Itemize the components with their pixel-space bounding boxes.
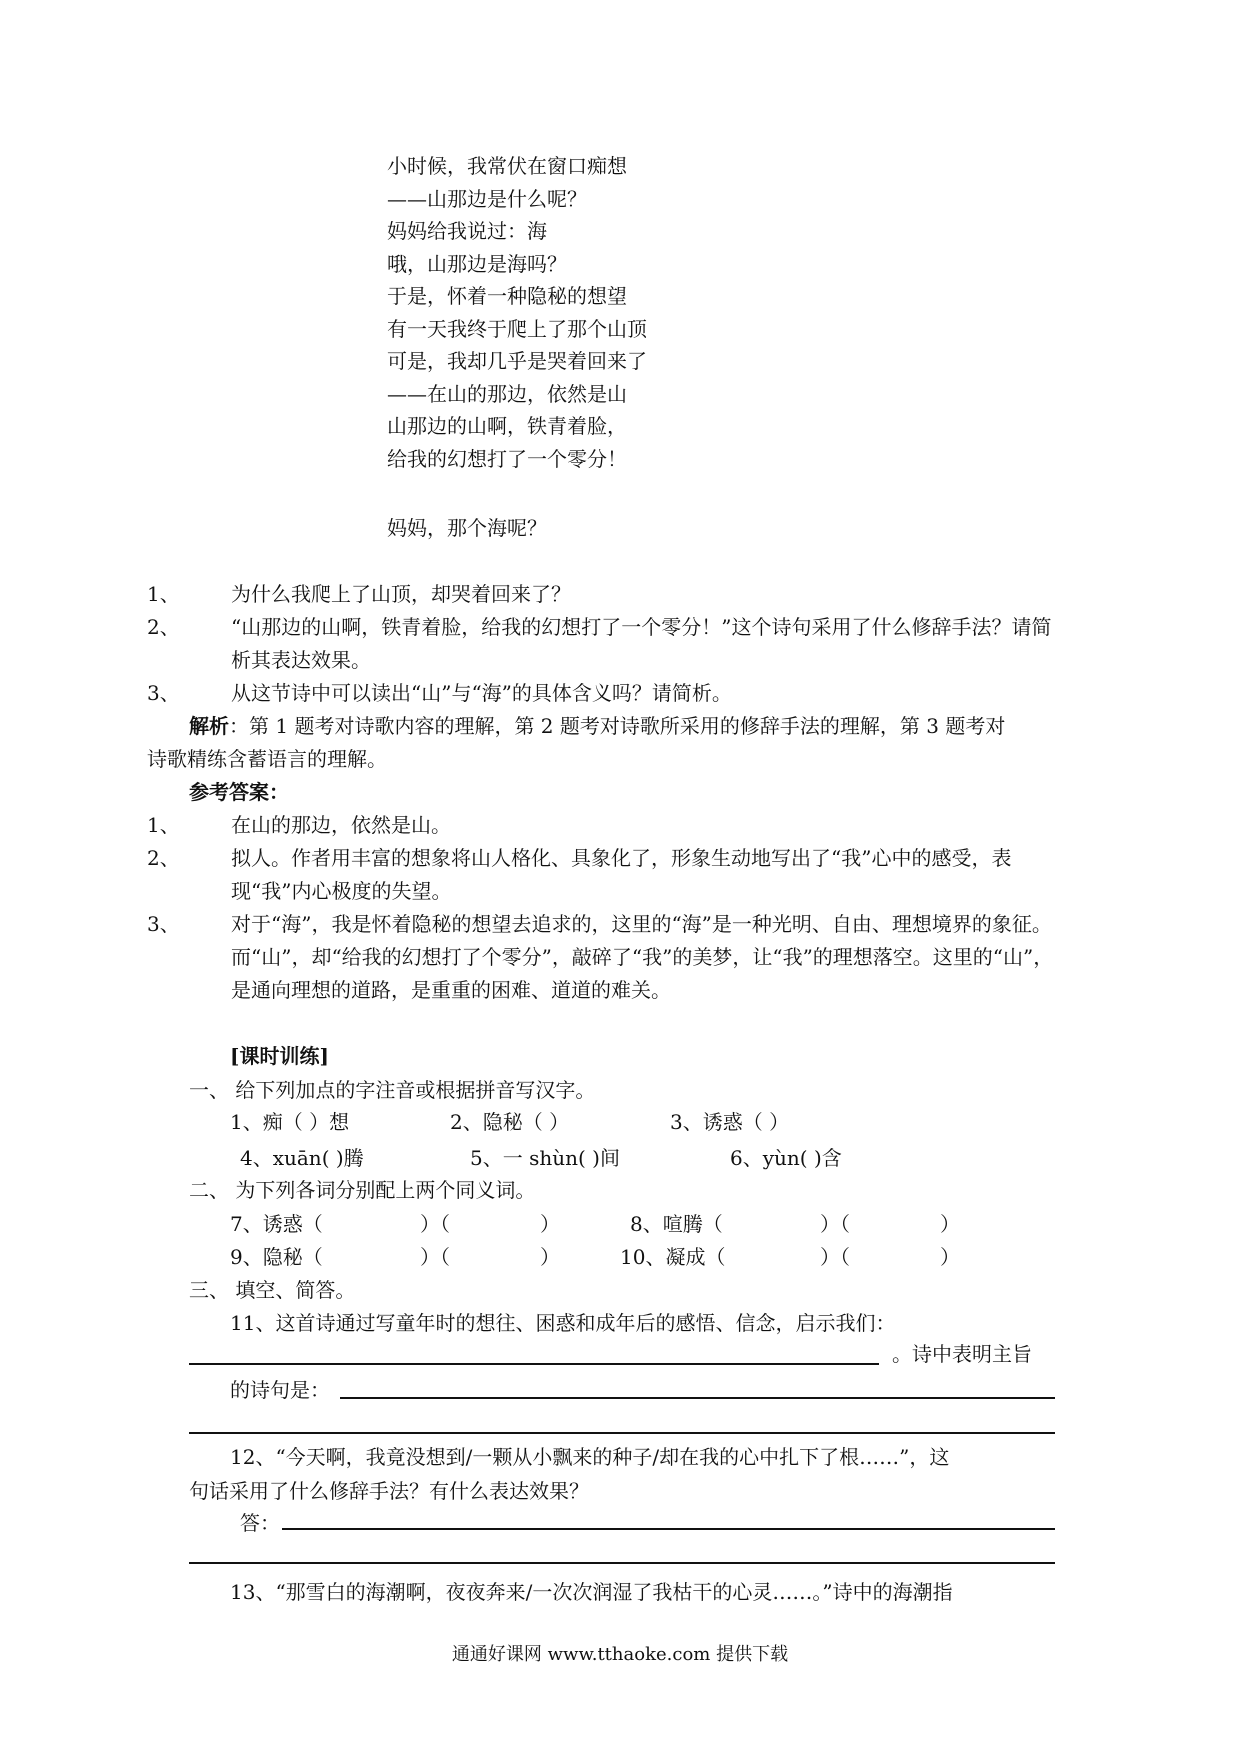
page-footer: 通通好课网 www.tthaoke.com 提供下载 <box>451 1644 789 1665</box>
answer-number: 3、 <box>147 912 180 936</box>
question-12-cont: 句话采用了什么修辞手法？有什么表达效果？ <box>189 1479 589 1503</box>
question-text: 为什么我爬上了山顶，却哭着回来了？ <box>231 582 571 606</box>
synonym-item: 9、隐秘（ <box>230 1245 323 1269</box>
poem-line: 有一天我终于爬上了那个山顶 <box>387 316 647 341</box>
answers-section <box>147 776 1059 1007</box>
analysis-label: 解析 <box>189 714 229 738</box>
question-12: 12、“今天啊，我竟没想到/一颗从小飘来的种子/却在我的心中扎下了根……”，这 <box>230 1445 950 1469</box>
synonym-item: 10、凝成（ <box>620 1245 726 1269</box>
synonym-paren: ）（ <box>820 1245 850 1269</box>
question-text: “山那边的山啊，铁青着脸，给我的幻想打了一个零分！”这个诗句采用了什么修辞手法？请简析其表达效果。 <box>231 615 1052 672</box>
poem <box>387 150 847 475</box>
synonym-paren: ） <box>940 1212 960 1236</box>
question-13: 13、“那雪白的海潮啊，夜夜奔来/一次次润湿了我枯干的心灵……。”诗中的海潮指 <box>230 1580 953 1604</box>
poem-line: 山那边的山啊，铁青着脸， <box>387 414 627 438</box>
answer-prompt: 答： <box>240 1511 280 1535</box>
poem-line: ——在山的那边，依然是山 <box>387 381 627 406</box>
answer-text: 拟人。作者用丰富的想象将山人格化、具象化了，形象生动地写出了“我”心中的感受，表现“我”内心极度的失望。 <box>231 846 1012 903</box>
poem-line: ——山那边是什么呢？ <box>387 186 587 211</box>
poem-line: 小时候，我常伏在窗口痴想 <box>387 154 627 178</box>
synonym-item: 8、喧腾（ <box>630 1212 723 1236</box>
answer-blank-line[interactable] <box>189 1562 1055 1564</box>
question-item <box>147 578 1059 611</box>
question-11-cont: 。诗中表明主旨 <box>892 1342 1032 1366</box>
synonym-paren: ）（ <box>420 1245 450 1269</box>
question-11-prompt: 的诗句是： <box>230 1378 330 1402</box>
answers-label: 参考答案： <box>189 780 289 804</box>
poem-line: 可是，我却几乎是哭着回来了 <box>387 349 647 373</box>
pinyin-item: 4、xuān( )腾 <box>240 1146 364 1170</box>
question-11: 11、这首诗通过写童年时的想往、困惑和成年后的感悟、信念，启示我们： <box>230 1311 896 1335</box>
section-2-title: 二、 为下列各词分别配上两个同义词。 <box>189 1178 536 1202</box>
synonym-paren: ）（ <box>420 1212 450 1236</box>
question-number: 3、 <box>147 681 180 705</box>
synonym-item: 7、诱惑（ <box>230 1212 323 1236</box>
synonym-paren: ） <box>540 1245 560 1269</box>
question-item <box>147 611 1059 677</box>
answer-item <box>147 842 1059 908</box>
answer-text: 对于“海”，我是怀着隐秘的想望去追求的，这里的“海”是一种光明、自由、理想境界的象征。而“山”，却“给我的幻想打了个零分”，敲碎了“我”的美梦，让“我”的理想落空。这里的“山”，是通向理想的道路，是重重的困难、道道的难关。 <box>231 912 1054 1002</box>
pinyin-item: 6、yùn( )含 <box>730 1146 842 1170</box>
section-3-title: 三、 填空、简答。 <box>189 1278 356 1302</box>
question-item <box>147 677 1059 710</box>
answer-item <box>147 908 1059 1007</box>
answer-text: 在山的那边，依然是山。 <box>231 813 451 837</box>
synonym-paren: ） <box>540 1212 560 1236</box>
analysis-paragraph <box>147 710 1017 776</box>
question-list <box>147 578 1059 710</box>
pinyin-item: 3、诱惑（ ） <box>670 1110 790 1134</box>
pinyin-item: 2、隐秘（ ） <box>450 1110 570 1134</box>
poem-line: 妈妈给我说过：海 <box>387 219 547 243</box>
section-1-title: 一、 给下列加点的字注音或根据拼音写汉字。 <box>189 1078 596 1102</box>
poem-line: 于是，怀着一种隐秘的想望 <box>387 284 627 308</box>
synonym-paren: ） <box>940 1245 960 1269</box>
poem-line: 给我的幻想打了一个零分！ <box>387 446 627 471</box>
analysis-text: ：第 1 题考对诗歌内容的理解，第 2 题考对诗歌所采用的修辞手法的理解，第 3 题考对诗歌精练含蓄语言的理解。 <box>147 714 1006 771</box>
answer-blank-line[interactable] <box>340 1397 1055 1399</box>
poem-line: 哦，山那边是海吗？ <box>387 251 567 276</box>
answer-number: 1、 <box>147 813 180 837</box>
poem-final-line: 妈妈，那个海呢？ <box>387 516 547 540</box>
answer-blank-line[interactable] <box>189 1432 1055 1434</box>
question-number: 1、 <box>147 582 180 606</box>
answer-number: 2、 <box>147 846 180 870</box>
synonym-paren: ）（ <box>820 1212 850 1236</box>
training-title: [课时训练] <box>230 1044 329 1068</box>
pinyin-item: 5、一 shùn( )间 <box>470 1146 620 1170</box>
question-text: 从这节诗中可以读出“山”与“海”的具体含义吗？请简析。 <box>231 681 732 705</box>
answer-item <box>147 809 1059 842</box>
question-number: 2、 <box>147 615 180 639</box>
pinyin-item: 1、痴（ ）想 <box>230 1110 350 1134</box>
answer-blank-line[interactable] <box>282 1528 1055 1530</box>
answer-blank-line[interactable] <box>189 1363 879 1365</box>
